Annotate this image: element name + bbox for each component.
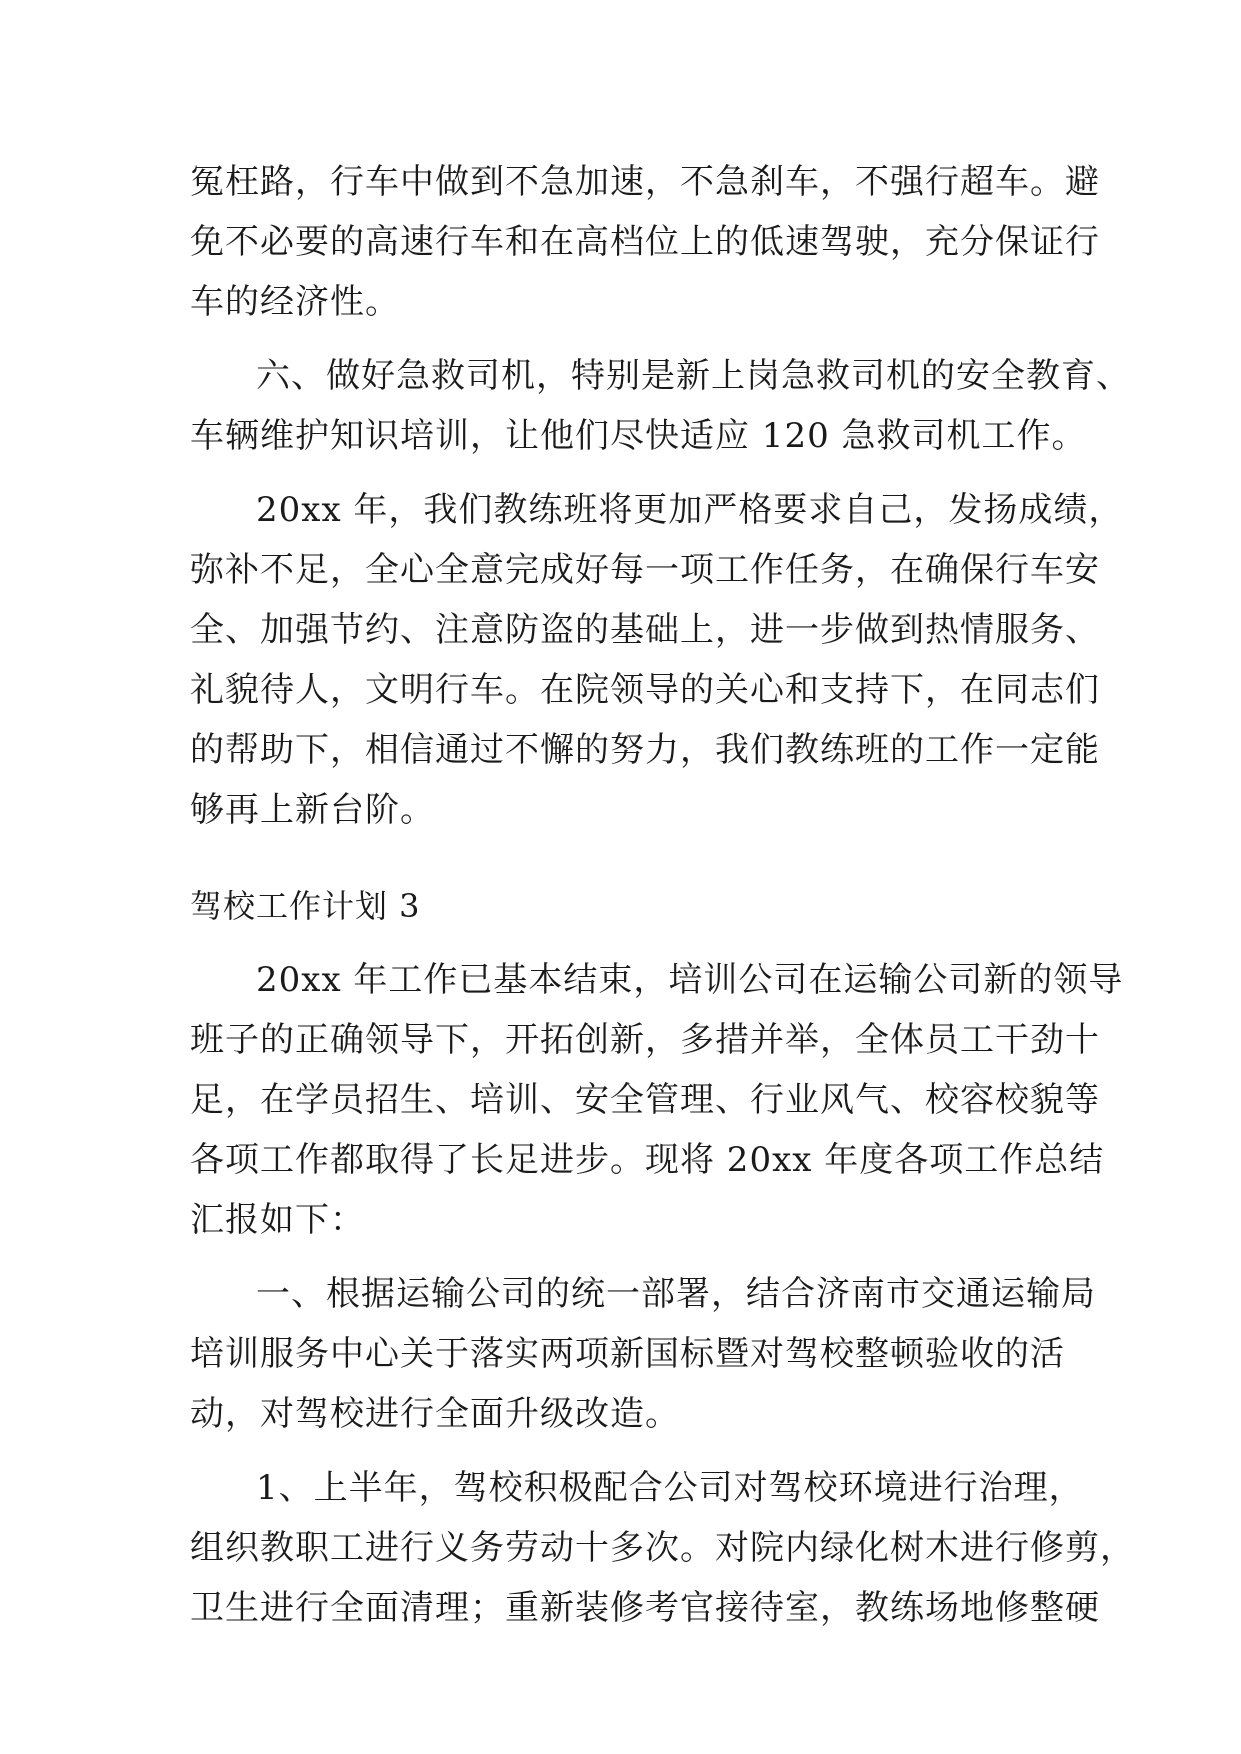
paragraph-one-one	[190, 1458, 1135, 1638]
text-line: 冤枉路，行车中做到不急加速，不急刹车，不强行超车。避	[190, 162, 1100, 202]
text-line: 汇报如下：	[190, 1200, 365, 1240]
paragraph-outlook	[190, 480, 1124, 840]
text-line: 的帮助下，相信通过不懈的努力，我们教练班的工作一定能	[190, 730, 1100, 770]
document-page	[190, 152, 1135, 1638]
text-line: 六、做好急救司机，特别是新上岗急救司机的安全教育、	[256, 356, 1131, 396]
paragraph-six	[190, 346, 1131, 466]
text-line: 全、加强节约、注意防盗的基础上，进一步做到热情服务、	[190, 610, 1100, 650]
text-line: 班子的正确领导下，开拓创新，多措并举，全体员工干劲十	[190, 1020, 1100, 1060]
text-line: 20xx 年，我们教练班将更加严格要求自己，发扬成绩，	[256, 490, 1124, 530]
text-line: 车辆维护知识培训，让他们尽快适应 120 急救司机工作。	[190, 416, 1087, 456]
paragraph-intro	[190, 950, 1124, 1250]
text-line: 卫生进行全面清理；重新装修考官接待室，教练场地修整硬	[190, 1588, 1100, 1628]
text-line: 各项工作都取得了长足进步。现将 20xx 年度各项工作总结	[190, 1140, 1105, 1180]
text-line: 动，对驾校进行全面升级改造。	[190, 1394, 680, 1434]
text-line: 足，在学员招生、培训、安全管理、行业风气、校容校貌等	[190, 1080, 1100, 1120]
text-line: 免不必要的高速行车和在高档位上的低速驾驶，充分保证行	[190, 222, 1100, 262]
text-line: 弥补不足，全心全意完成好每一项工作任务，在确保行车安	[190, 550, 1100, 590]
paragraph-continuation	[190, 152, 1100, 332]
text-line: 礼貌待人，文明行车。在院领导的关心和支持下，在同志们	[190, 670, 1100, 710]
paragraph-one	[190, 1264, 1096, 1444]
text-line: 20xx 年工作已基本结束，培训公司在运输公司新的领导	[256, 960, 1124, 1000]
text-line: 1、上半年，驾校积极配合公司对驾校环境进行治理，	[256, 1468, 1084, 1508]
text-line: 够再上新台阶。	[190, 790, 435, 830]
text-line: 车的经济性。	[190, 282, 400, 322]
text-line: 培训服务中心关于落实两项新国标暨对驾校整顿验收的活	[190, 1334, 1065, 1374]
section-title: 驾校工作计划 3	[190, 887, 421, 925]
text-line: 组织教职工进行义务劳动十多次。对院内绿化树木进行修剪，	[190, 1528, 1135, 1568]
text-line: 一、根据运输公司的统一部署，结合济南市交通运输局	[256, 1274, 1096, 1314]
